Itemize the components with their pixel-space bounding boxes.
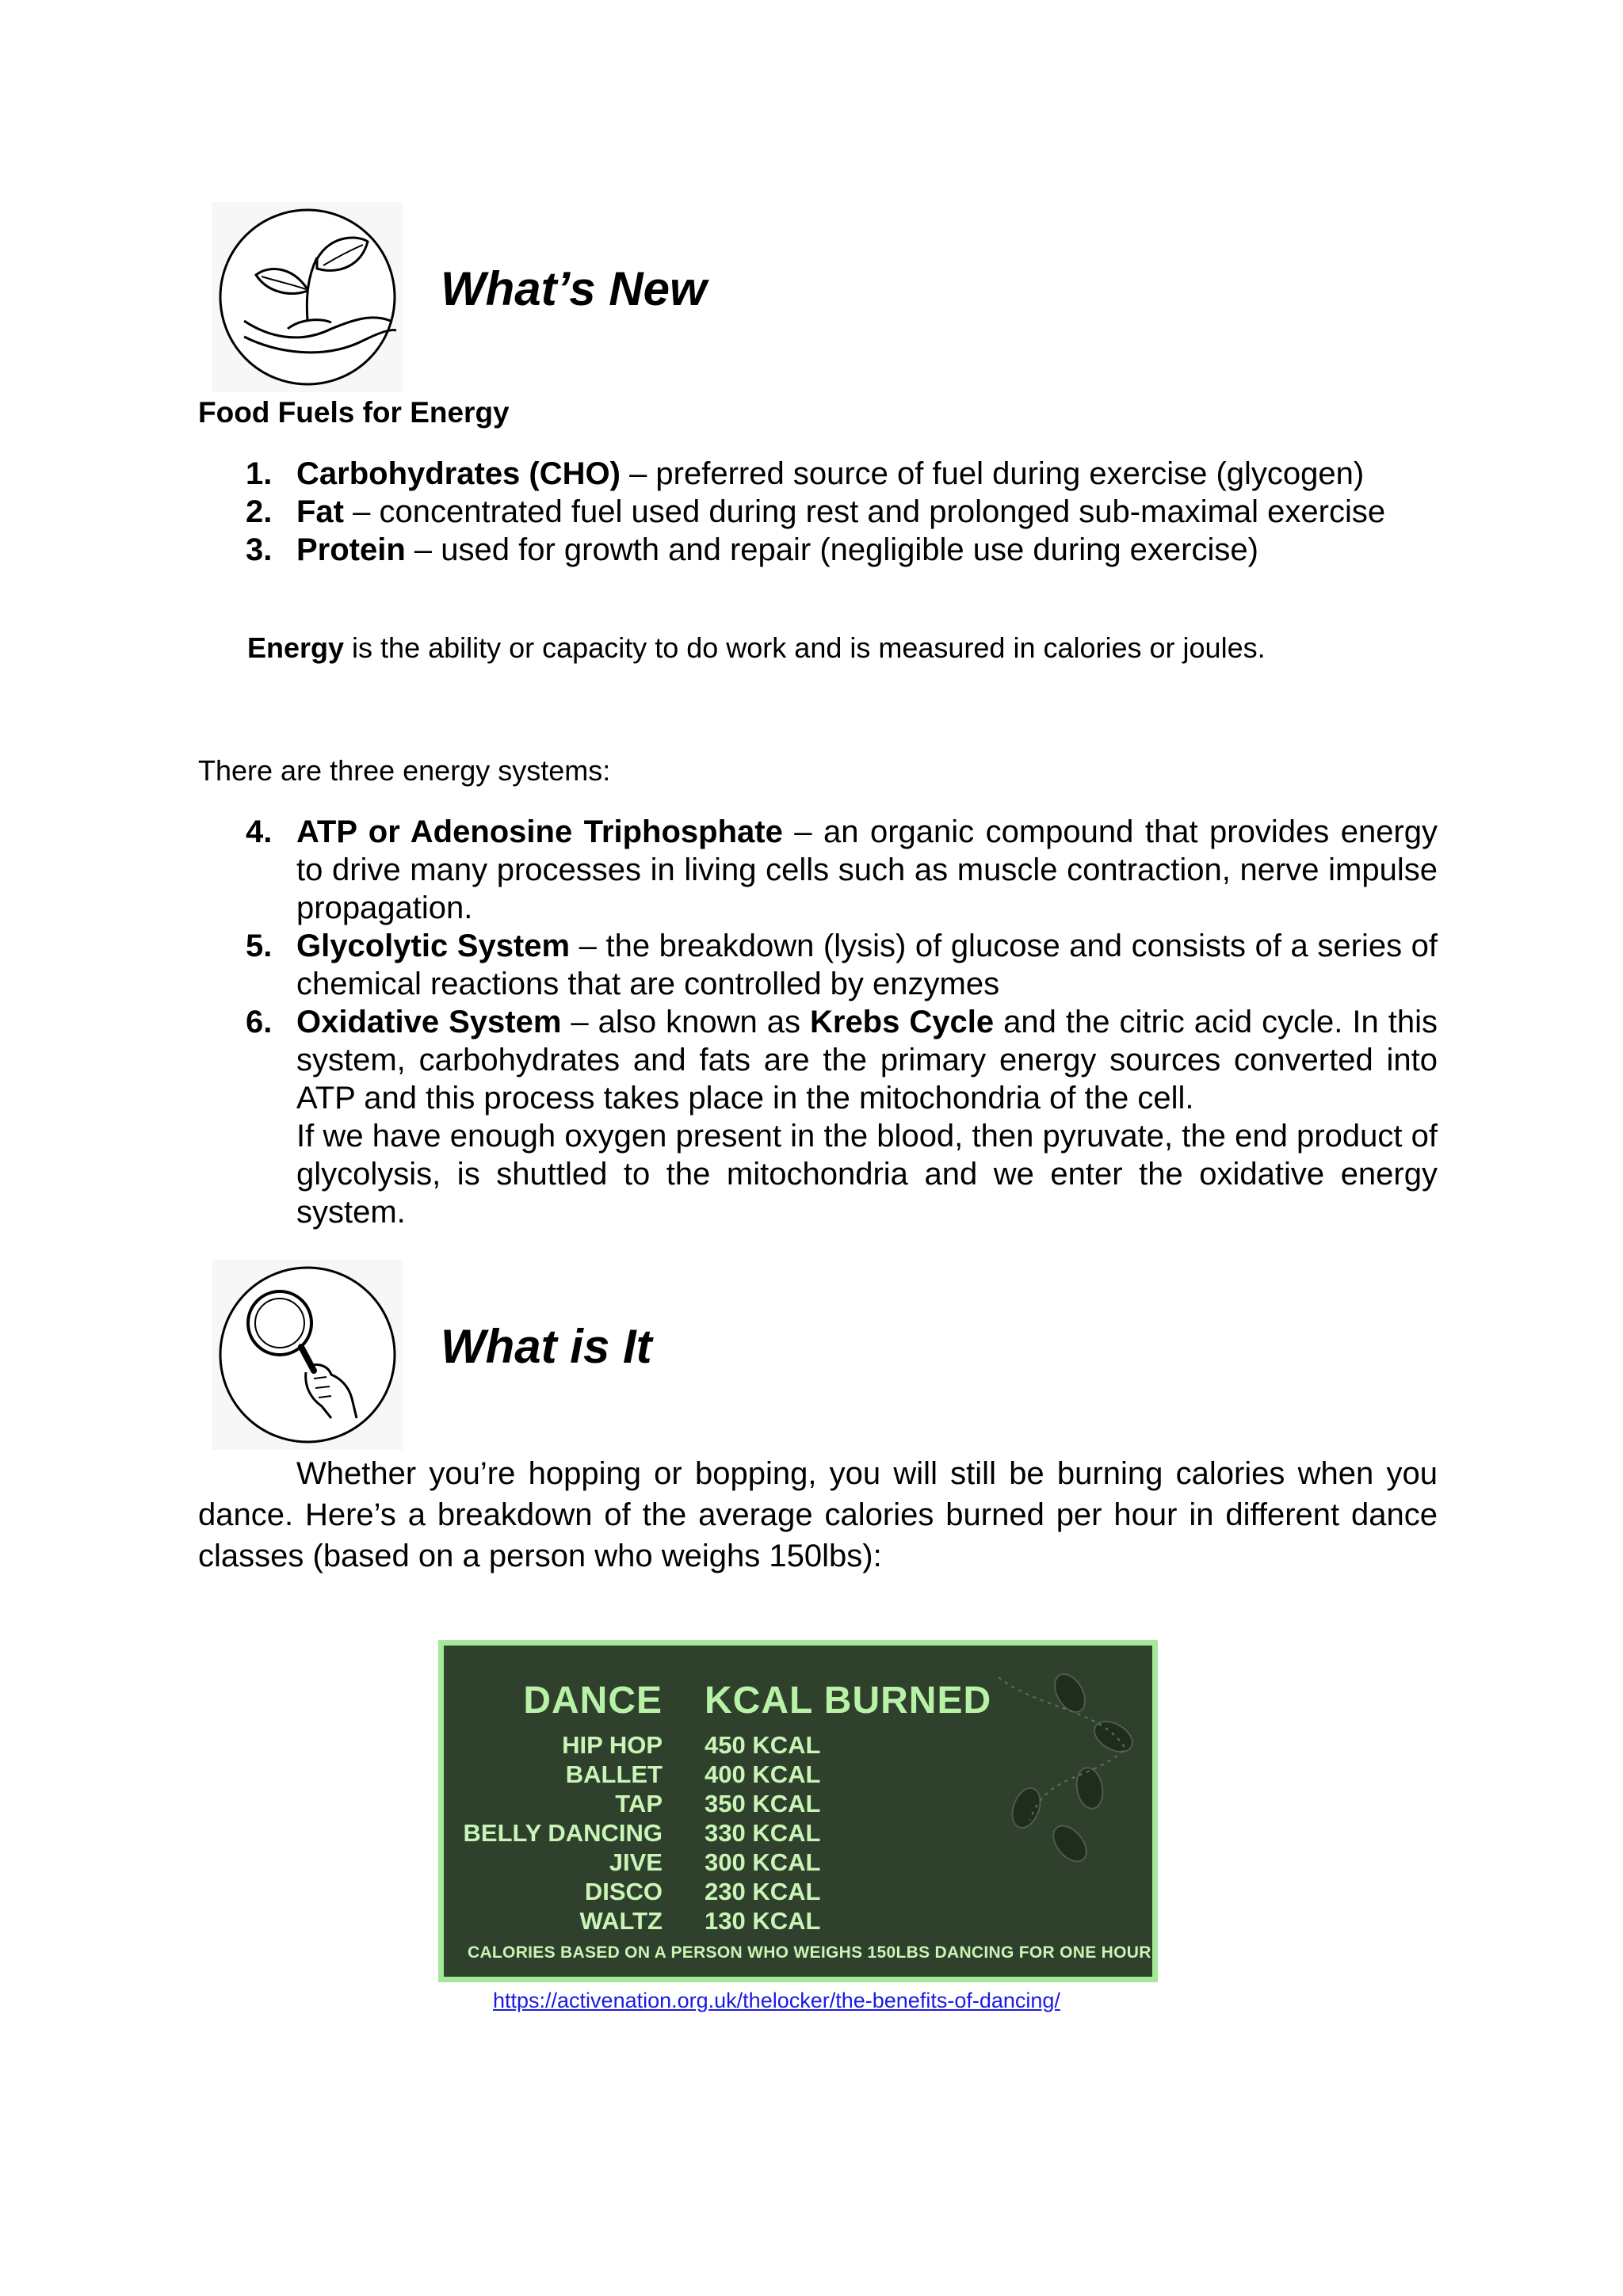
source-link[interactable]: https://activenation.org.uk/thelocker/the-benefits-of-dancing/ [493, 1989, 1060, 2012]
energy-systems-list [246, 813, 1438, 1231]
magnifying-glass-in-hand-icon [212, 1260, 403, 1450]
dance-name: BELLY DANCING [463, 1819, 663, 1847]
whats-new-title: What’s New [441, 262, 707, 315]
energy-definition: Energy is the ability or capacity to do work and is measured in calories or joules. [247, 631, 1266, 664]
list-item: 3. Protein – used for growth and repair (negligible use during exercise) [246, 532, 1258, 567]
kcal-value: 350 KCAL [705, 1790, 821, 1817]
dance-name: TAP [615, 1790, 663, 1817]
dance-name: WALTZ [579, 1907, 663, 1935]
list-item: 6. Oxidative System – also known as Krebs Cycle and the citric acid cycle. In this system, carbohydrates and fats are the primary energy sources converted into ATP and this process takes place in the mitochondria of the cell. If we have enough oxygen present in the blood, then pyruvate, the end product of glycolysis, is shuttled to the mitochondria and we enter the oxidative energy system. [246, 1005, 1438, 1230]
dance-intro-paragraph: Whether you’re hopping or bopping, you will still be burning calories when you dance. Here’s a breakdown of the average calories burned per hour in different dance classes (based on a person who weighs 150lbs): [198, 1456, 1438, 1573]
food-fuels-subheading: Food Fuels for Energy [198, 396, 510, 429]
kcal-column-header: KCAL BURNED [705, 1680, 992, 1722]
kcal-value: 450 KCAL [705, 1731, 821, 1759]
list-item: 1. Carbohydrates (CHO) – preferred source of fuel during exercise (glycogen) [246, 456, 1365, 491]
dance-footnote: CALORIES BASED ON A PERSON WHO WEIGHS 150LBS DANCING FOR ONE HOUR [468, 1943, 1151, 1962]
kcal-value: 400 KCAL [705, 1760, 821, 1788]
dance-name: DISCO [584, 1878, 663, 1905]
kcal-value: 300 KCAL [705, 1848, 821, 1876]
energy-systems-intro: There are three energy systems: [198, 754, 611, 787]
kcal-value: 130 KCAL [705, 1907, 821, 1935]
kcal-value: 230 KCAL [705, 1878, 821, 1905]
dance-name: JIVE [609, 1848, 663, 1876]
dance-column-header: DANCE [523, 1680, 663, 1722]
list-item: 4. ATP or Adenosine Triphosphate – an organic compound that provides energy to drive many processes in living cells such as muscle contraction, nerve impulse propagation. [246, 814, 1438, 925]
dance-name: BALLET [565, 1760, 663, 1788]
dance-name: HIP HOP [562, 1731, 663, 1759]
list-item: 2. Fat – concentrated fuel used during rest and prolonged sub-maximal exercise [246, 494, 1386, 529]
what-is-it-title: What is It [441, 1320, 652, 1373]
food-fuels-list [246, 455, 1450, 569]
plant-in-hand-icon [212, 202, 403, 392]
list-item: 5. Glycolytic System – the breakdown (lysis) of glucose and consists of a series of chemical reactions that are controlled by enzymes [246, 929, 1438, 1001]
kcal-value: 330 KCAL [705, 1819, 821, 1847]
dance-calories-panel [438, 1640, 1158, 1982]
